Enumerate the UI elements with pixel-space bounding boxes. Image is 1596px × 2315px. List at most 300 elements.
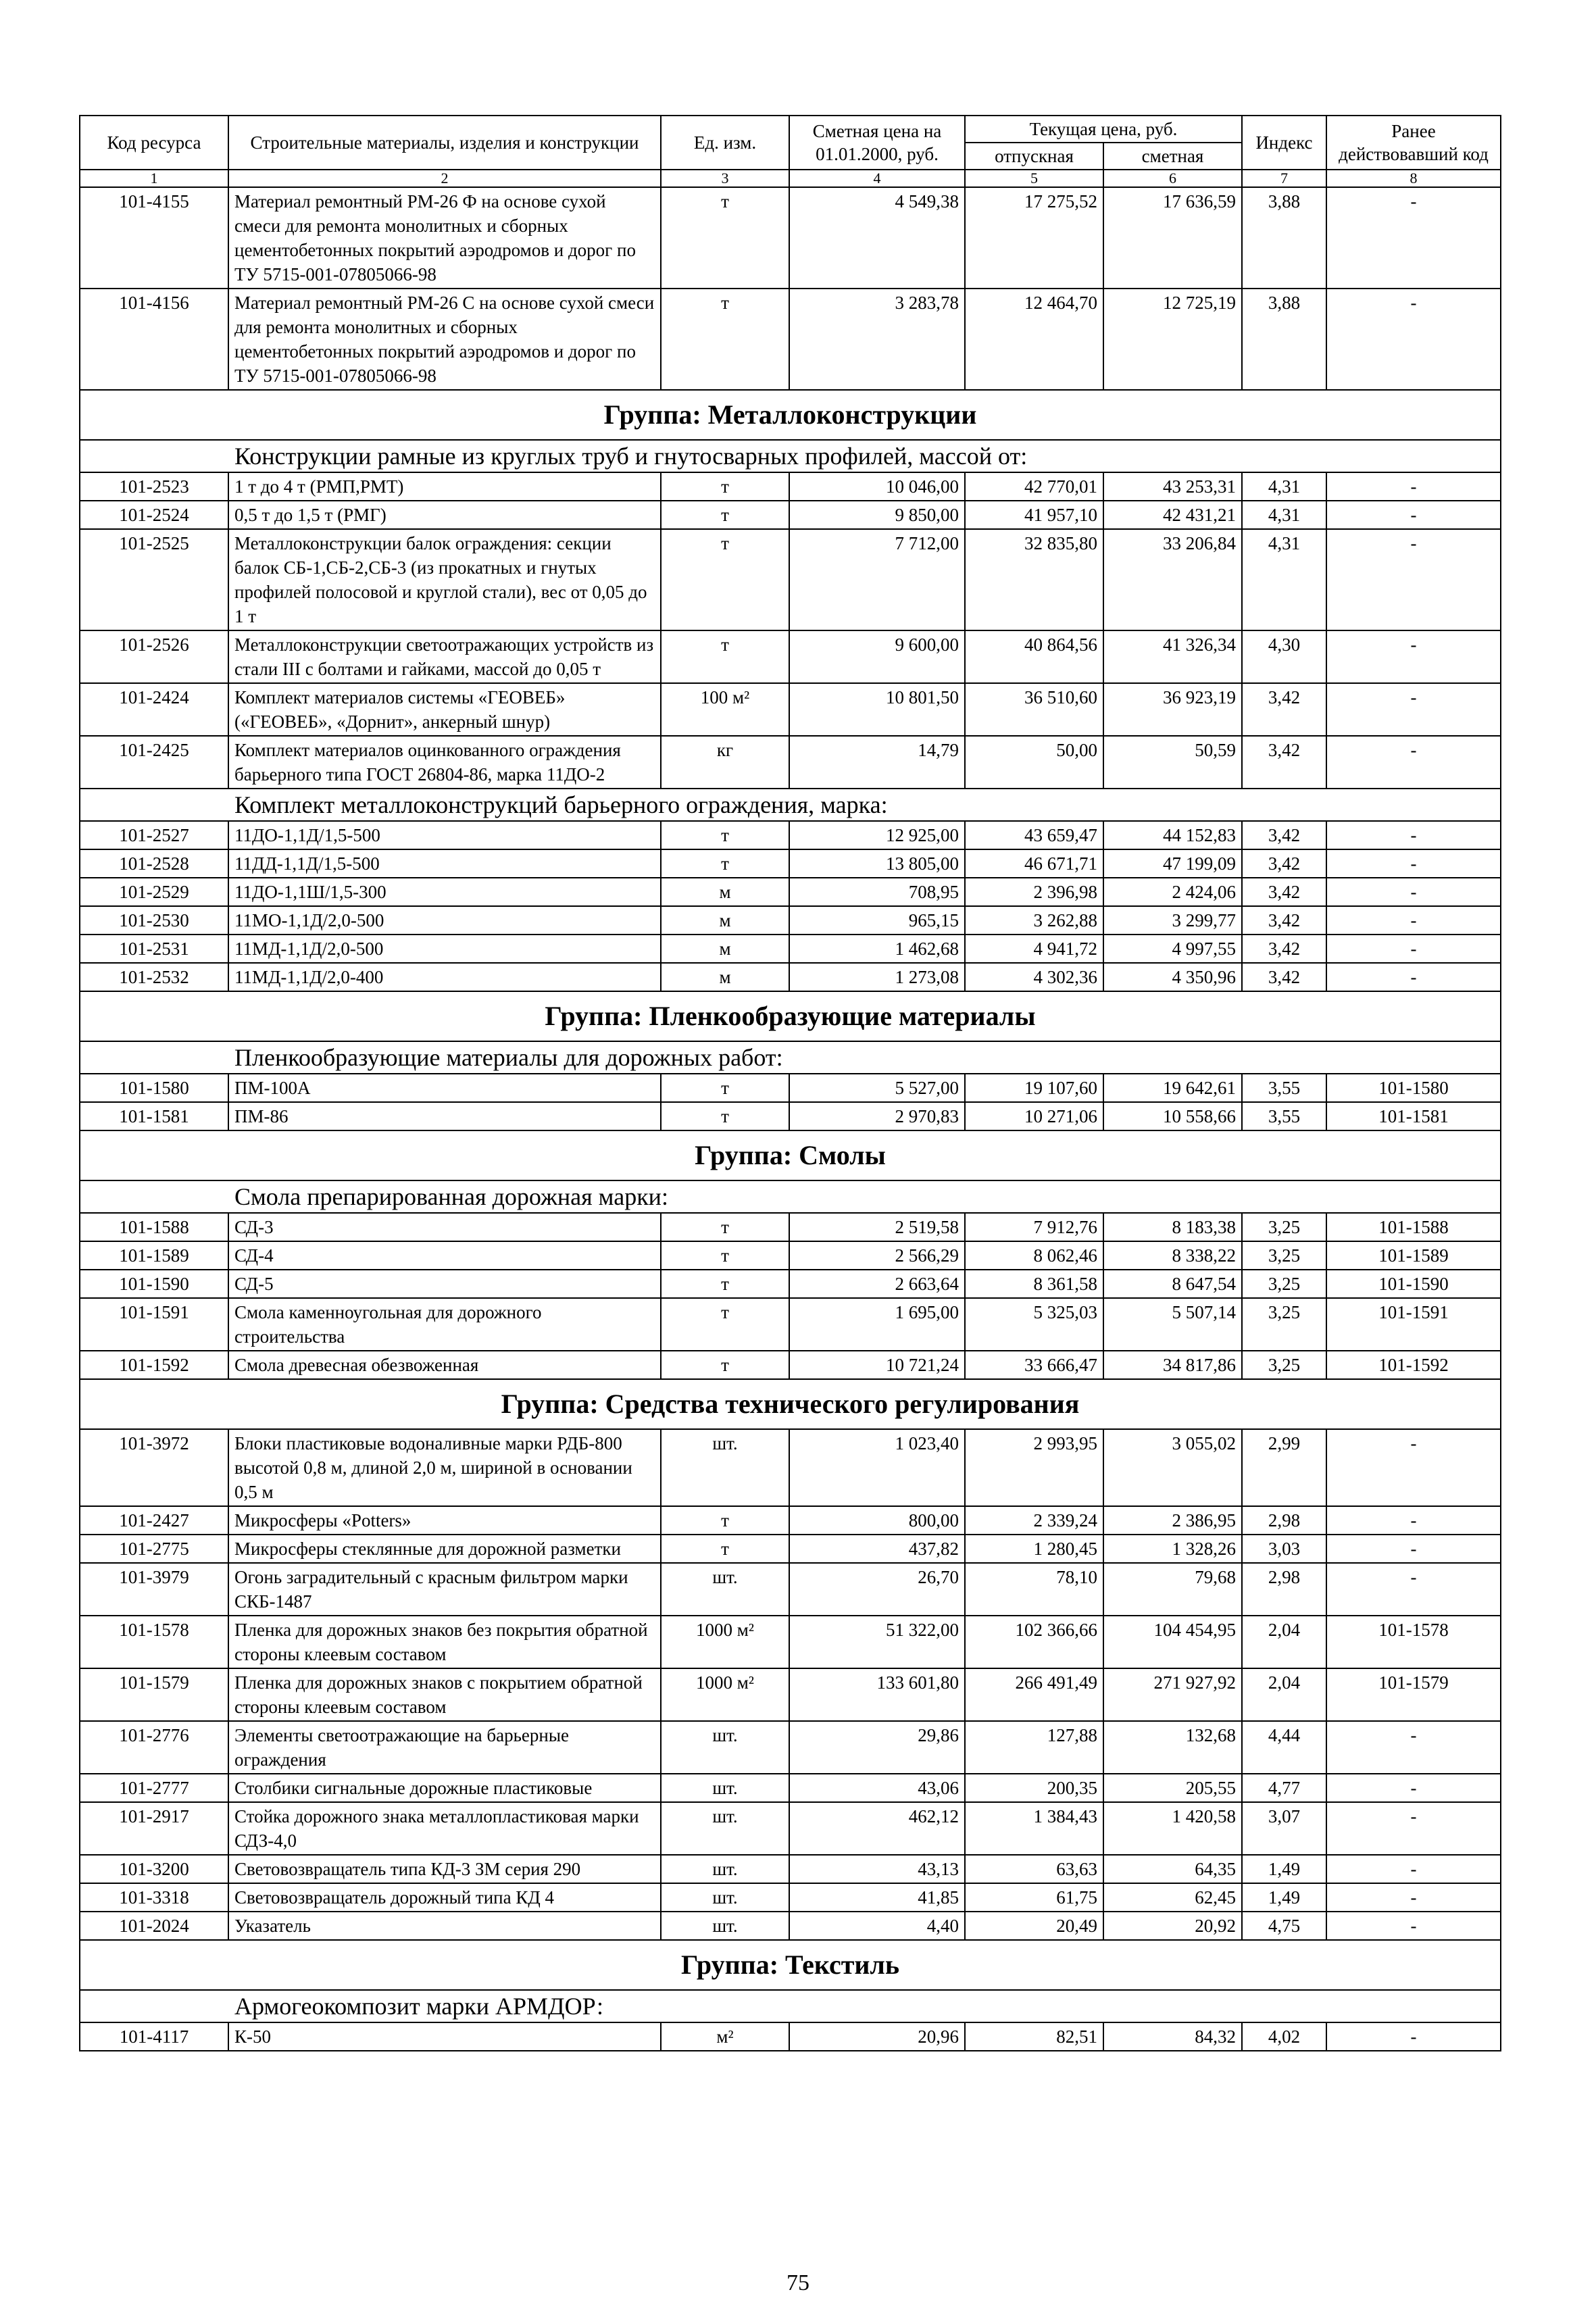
previous-code: - bbox=[1326, 683, 1501, 736]
resource-code: 101-2523 bbox=[80, 472, 228, 501]
previous-code: 101-1588 bbox=[1326, 1213, 1501, 1241]
unit: т bbox=[661, 1298, 789, 1351]
previous-code: 101-1578 bbox=[1326, 1616, 1501, 1668]
previous-code: 101-1591 bbox=[1326, 1298, 1501, 1351]
material-name: Металлоконструкции балок ограждения: секции балок СБ-1,СБ-2,СБ-3 (из прокатных и гнутых профилей полосовой и круглой стали), вес от 0,05 до 1 т bbox=[228, 529, 661, 630]
estimate-price: 1 420,58 bbox=[1103, 1802, 1242, 1855]
resource-code: 101-2777 bbox=[80, 1774, 228, 1802]
table-row bbox=[80, 187, 1501, 289]
base-price: 133 601,80 bbox=[789, 1668, 965, 1721]
resource-code: 101-1590 bbox=[80, 1270, 228, 1298]
material-name: ПМ-86 bbox=[228, 1102, 661, 1130]
resource-code: 101-2775 bbox=[80, 1535, 228, 1563]
release-price: 40 864,56 bbox=[965, 630, 1103, 683]
price-index: 4,77 bbox=[1242, 1774, 1326, 1802]
estimate-price: 10 558,66 bbox=[1103, 1102, 1242, 1130]
estimate-price: 44 152,83 bbox=[1103, 821, 1242, 849]
unit: шт. bbox=[661, 1802, 789, 1855]
resource-code: 101-2527 bbox=[80, 821, 228, 849]
table-row bbox=[80, 1298, 1501, 1351]
base-price: 1 462,68 bbox=[789, 935, 965, 963]
price-index: 3,25 bbox=[1242, 1298, 1326, 1351]
release-price: 3 262,88 bbox=[965, 906, 1103, 935]
previous-code: - bbox=[1326, 1429, 1501, 1506]
base-price: 2 663,64 bbox=[789, 1270, 965, 1298]
material-name: Материал ремонтный РМ-26 Ф на основе сухой смеси для ремонта монолитных и сборных цементобетонных покрытий аэродромов и дорог по ТУ 5715-001-07805066-98 bbox=[228, 187, 661, 289]
table-row bbox=[80, 1855, 1501, 1883]
column-number: 5 bbox=[965, 170, 1103, 187]
previous-code: - bbox=[1326, 849, 1501, 878]
estimate-price: 104 454,95 bbox=[1103, 1616, 1242, 1668]
previous-code: - bbox=[1326, 472, 1501, 501]
estimate-price: 62,45 bbox=[1103, 1883, 1242, 1912]
price-index: 3,42 bbox=[1242, 963, 1326, 991]
material-name: Материал ремонтный РМ-26 С на основе сухой смеси для ремонта монолитных и сборных цементобетонных покрытий аэродромов и дорог по ТУ 5715-001-07805066-98 bbox=[228, 289, 661, 390]
price-index: 2,04 bbox=[1242, 1668, 1326, 1721]
unit: т bbox=[661, 1351, 789, 1379]
price-index: 3,42 bbox=[1242, 906, 1326, 935]
table-row bbox=[80, 878, 1501, 906]
release-price: 63,63 bbox=[965, 1855, 1103, 1883]
unit: м bbox=[661, 963, 789, 991]
release-price: 32 835,80 bbox=[965, 529, 1103, 630]
column-number: 8 bbox=[1326, 170, 1501, 187]
resource-code: 101-1581 bbox=[80, 1102, 228, 1130]
price-index: 4,30 bbox=[1242, 630, 1326, 683]
unit: т bbox=[661, 630, 789, 683]
unit: т bbox=[661, 472, 789, 501]
release-price: 4 941,72 bbox=[965, 935, 1103, 963]
material-name: Световозвращатель дорожный типа КД 4 bbox=[228, 1883, 661, 1912]
previous-code: 101-1580 bbox=[1326, 1074, 1501, 1102]
release-price: 33 666,47 bbox=[965, 1351, 1103, 1379]
release-price: 12 464,70 bbox=[965, 289, 1103, 390]
price-index: 2,98 bbox=[1242, 1563, 1326, 1616]
subgroup-title-row bbox=[80, 1990, 1501, 2022]
base-price: 43,06 bbox=[789, 1774, 965, 1802]
price-index: 1,49 bbox=[1242, 1883, 1326, 1912]
estimate-price: 84,32 bbox=[1103, 2022, 1242, 2051]
previous-code: - bbox=[1326, 1912, 1501, 1940]
unit: т bbox=[661, 1535, 789, 1563]
table-row bbox=[80, 1883, 1501, 1912]
estimate-price: 19 642,61 bbox=[1103, 1074, 1242, 1102]
group-title: Группа: Текстиль bbox=[80, 1940, 1501, 1990]
resource-code: 101-1588 bbox=[80, 1213, 228, 1241]
estimate-price: 17 636,59 bbox=[1103, 187, 1242, 289]
estimate-price: 42 431,21 bbox=[1103, 501, 1242, 529]
material-name: 11ДО-1,1Ш/1,5-300 bbox=[228, 878, 661, 906]
group-title-row bbox=[80, 390, 1501, 440]
resource-code: 101-2531 bbox=[80, 935, 228, 963]
column-number: 6 bbox=[1103, 170, 1242, 187]
subgroup-title-row bbox=[80, 440, 1501, 472]
estimate-price: 33 206,84 bbox=[1103, 529, 1242, 630]
previous-code: - bbox=[1326, 736, 1501, 789]
price-index: 4,31 bbox=[1242, 529, 1326, 630]
previous-code: - bbox=[1326, 1506, 1501, 1535]
estimate-price: 4 350,96 bbox=[1103, 963, 1242, 991]
base-price: 51 322,00 bbox=[789, 1616, 965, 1668]
estimate-price: 79,68 bbox=[1103, 1563, 1242, 1616]
base-price: 2 566,29 bbox=[789, 1241, 965, 1270]
material-name: Световозвращатель типа КД-3 ЗМ серия 290 bbox=[228, 1855, 661, 1883]
base-price: 29,86 bbox=[789, 1721, 965, 1774]
previous-code: - bbox=[1326, 1535, 1501, 1563]
unit: т bbox=[661, 501, 789, 529]
resource-code: 101-2529 bbox=[80, 878, 228, 906]
price-index: 2,99 bbox=[1242, 1429, 1326, 1506]
resource-code: 101-3318 bbox=[80, 1883, 228, 1912]
price-index: 3,42 bbox=[1242, 683, 1326, 736]
base-price: 1 273,08 bbox=[789, 963, 965, 991]
release-price: 10 271,06 bbox=[965, 1102, 1103, 1130]
price-index: 3,42 bbox=[1242, 736, 1326, 789]
previous-code: 101-1581 bbox=[1326, 1102, 1501, 1130]
table-row bbox=[80, 1102, 1501, 1130]
release-price: 1 280,45 bbox=[965, 1535, 1103, 1563]
material-name: 11ДД-1,1Д/1,5-500 bbox=[228, 849, 661, 878]
base-price: 9 850,00 bbox=[789, 501, 965, 529]
material-name: 11МД-1,1Д/2,0-500 bbox=[228, 935, 661, 963]
subgroup-title-row bbox=[80, 1041, 1501, 1074]
group-title-row bbox=[80, 1130, 1501, 1180]
header-release-price: отпускная bbox=[965, 143, 1103, 170]
table-row bbox=[80, 1774, 1501, 1802]
unit: т bbox=[661, 1074, 789, 1102]
material-name: Комплект материалов оцинкованного ограждения барьерного типа ГОСТ 26804-86, марка 11ДО-2 bbox=[228, 736, 661, 789]
base-price: 5 527,00 bbox=[789, 1074, 965, 1102]
base-price: 9 600,00 bbox=[789, 630, 965, 683]
price-index: 3,25 bbox=[1242, 1351, 1326, 1379]
estimate-price: 3 055,02 bbox=[1103, 1429, 1242, 1506]
price-index: 1,49 bbox=[1242, 1855, 1326, 1883]
resource-code: 101-2425 bbox=[80, 736, 228, 789]
price-index: 4,02 bbox=[1242, 2022, 1326, 2051]
base-price: 4,40 bbox=[789, 1912, 965, 1940]
base-price: 26,70 bbox=[789, 1563, 965, 1616]
material-name: Огонь заградительный с красным фильтром марки СКБ-1487 bbox=[228, 1563, 661, 1616]
price-index: 3,07 bbox=[1242, 1802, 1326, 1855]
resource-code: 101-1589 bbox=[80, 1241, 228, 1270]
unit: шт. bbox=[661, 1774, 789, 1802]
column-number: 2 bbox=[228, 170, 661, 187]
release-price: 46 671,71 bbox=[965, 849, 1103, 878]
material-name: Указатель bbox=[228, 1912, 661, 1940]
unit: шт. bbox=[661, 1912, 789, 1940]
column-number-row bbox=[80, 170, 1501, 187]
table-row bbox=[80, 1563, 1501, 1616]
previous-code: - bbox=[1326, 1855, 1501, 1883]
base-price: 708,95 bbox=[789, 878, 965, 906]
resource-code: 101-4155 bbox=[80, 187, 228, 289]
unit: 1000 м² bbox=[661, 1616, 789, 1668]
unit: м bbox=[661, 935, 789, 963]
material-name: 11МД-1,1Д/2,0-400 bbox=[228, 963, 661, 991]
base-price: 12 925,00 bbox=[789, 821, 965, 849]
release-price: 36 510,60 bbox=[965, 683, 1103, 736]
base-price: 13 805,00 bbox=[789, 849, 965, 878]
release-price: 5 325,03 bbox=[965, 1298, 1103, 1351]
material-name: СД-5 bbox=[228, 1270, 661, 1298]
unit: т bbox=[661, 1102, 789, 1130]
estimate-price: 20,92 bbox=[1103, 1912, 1242, 1940]
estimate-price: 205,55 bbox=[1103, 1774, 1242, 1802]
release-price: 42 770,01 bbox=[965, 472, 1103, 501]
previous-code: - bbox=[1326, 1774, 1501, 1802]
material-name: Смола древесная обезвоженная bbox=[228, 1351, 661, 1379]
price-index: 2,98 bbox=[1242, 1506, 1326, 1535]
release-price: 127,88 bbox=[965, 1721, 1103, 1774]
resource-code: 101-2526 bbox=[80, 630, 228, 683]
base-price: 965,15 bbox=[789, 906, 965, 935]
header-unit: Ед. изм. bbox=[661, 116, 789, 170]
price-index: 3,88 bbox=[1242, 187, 1326, 289]
group-title-row bbox=[80, 1379, 1501, 1429]
base-price: 437,82 bbox=[789, 1535, 965, 1563]
header-base-price: Сметная цена на 01.01.2000, руб. bbox=[789, 116, 965, 170]
release-price: 8 361,58 bbox=[965, 1270, 1103, 1298]
material-name: Металлоконструкции светоотражающих устройств из стали III с болтами и гайками, массой до 0,05 т bbox=[228, 630, 661, 683]
previous-code: 101-1590 bbox=[1326, 1270, 1501, 1298]
estimate-price: 132,68 bbox=[1103, 1721, 1242, 1774]
unit: т bbox=[661, 821, 789, 849]
table-body bbox=[80, 187, 1501, 2051]
release-price: 7 912,76 bbox=[965, 1213, 1103, 1241]
subgroup-title-row bbox=[80, 789, 1501, 821]
previous-code: - bbox=[1326, 501, 1501, 529]
resource-code: 101-4156 bbox=[80, 289, 228, 390]
material-name: СД-3 bbox=[228, 1213, 661, 1241]
table-row bbox=[80, 736, 1501, 789]
previous-code: - bbox=[1326, 878, 1501, 906]
price-index: 4,31 bbox=[1242, 501, 1326, 529]
estimate-price: 5 507,14 bbox=[1103, 1298, 1242, 1351]
price-index: 3,55 bbox=[1242, 1102, 1326, 1130]
table-row bbox=[80, 501, 1501, 529]
table-row bbox=[80, 1506, 1501, 1535]
subgroup-title: Смола препарированная дорожная марки: bbox=[80, 1180, 1501, 1213]
header-index: Индекс bbox=[1242, 116, 1326, 170]
table-row bbox=[80, 472, 1501, 501]
previous-code: - bbox=[1326, 2022, 1501, 2051]
previous-code: - bbox=[1326, 1802, 1501, 1855]
price-index: 3,42 bbox=[1242, 821, 1326, 849]
table-row bbox=[80, 1668, 1501, 1721]
previous-code: - bbox=[1326, 529, 1501, 630]
table-row bbox=[80, 1074, 1501, 1102]
unit: кг bbox=[661, 736, 789, 789]
price-index: 3,25 bbox=[1242, 1213, 1326, 1241]
unit: шт. bbox=[661, 1721, 789, 1774]
previous-code: - bbox=[1326, 1563, 1501, 1616]
unit: м bbox=[661, 878, 789, 906]
estimate-price: 64,35 bbox=[1103, 1855, 1242, 1883]
base-price: 1 023,40 bbox=[789, 1429, 965, 1506]
previous-code: 101-1592 bbox=[1326, 1351, 1501, 1379]
previous-code: - bbox=[1326, 289, 1501, 390]
subgroup-title-row bbox=[80, 1180, 1501, 1213]
release-price: 82,51 bbox=[965, 2022, 1103, 2051]
resource-code: 101-1579 bbox=[80, 1668, 228, 1721]
price-index: 3,03 bbox=[1242, 1535, 1326, 1563]
unit: шт. bbox=[661, 1855, 789, 1883]
price-table bbox=[79, 115, 1501, 2051]
material-name: Элементы светоотражающие на барьерные ограждения bbox=[228, 1721, 661, 1774]
group-title: Группа: Средства технического регулирования bbox=[80, 1379, 1501, 1429]
resource-code: 101-3979 bbox=[80, 1563, 228, 1616]
table-row bbox=[80, 1535, 1501, 1563]
price-index: 3,42 bbox=[1242, 878, 1326, 906]
previous-code: - bbox=[1326, 963, 1501, 991]
previous-code: - bbox=[1326, 630, 1501, 683]
table-row bbox=[80, 1270, 1501, 1298]
material-name: Комплект материалов системы «ГЕОВЕБ» («ГЕОВЕБ», «Дорнит», анкерный шнур) bbox=[228, 683, 661, 736]
table-row bbox=[80, 935, 1501, 963]
material-name: Смола каменноугольная для дорожного строительства bbox=[228, 1298, 661, 1351]
release-price: 41 957,10 bbox=[965, 501, 1103, 529]
estimate-price: 2 424,06 bbox=[1103, 878, 1242, 906]
resource-code: 101-2530 bbox=[80, 906, 228, 935]
header-estimate-price: сметная bbox=[1103, 143, 1242, 170]
material-name: ПМ-100А bbox=[228, 1074, 661, 1102]
column-number: 7 bbox=[1242, 170, 1326, 187]
base-price: 2 970,83 bbox=[789, 1102, 965, 1130]
base-price: 20,96 bbox=[789, 2022, 965, 2051]
base-price: 41,85 bbox=[789, 1883, 965, 1912]
resource-code: 101-1578 bbox=[80, 1616, 228, 1668]
resource-code: 101-2424 bbox=[80, 683, 228, 736]
estimate-price: 1 328,26 bbox=[1103, 1535, 1242, 1563]
table-row bbox=[80, 1616, 1501, 1668]
release-price: 102 366,66 bbox=[965, 1616, 1103, 1668]
release-price: 78,10 bbox=[965, 1563, 1103, 1616]
material-name: Пленка для дорожных знаков с покрытием обратной стороны клеевым составом bbox=[228, 1668, 661, 1721]
release-price: 8 062,46 bbox=[965, 1241, 1103, 1270]
resource-code: 101-1592 bbox=[80, 1351, 228, 1379]
subgroup-title: Пленкообразующие материалы для дорожных работ: bbox=[80, 1041, 1501, 1074]
header-current-price: Текущая цена, руб. bbox=[965, 116, 1242, 143]
group-title: Группа: Металлоконструкции bbox=[80, 390, 1501, 440]
table-row bbox=[80, 289, 1501, 390]
estimate-price: 8 183,38 bbox=[1103, 1213, 1242, 1241]
price-index: 3,88 bbox=[1242, 289, 1326, 390]
material-name: Стойка дорожного знака металлопластиковая марки СДЗ-4,0 bbox=[228, 1802, 661, 1855]
header-name: Строительные материалы, изделия и конструкции bbox=[228, 116, 661, 170]
release-price: 4 302,36 bbox=[965, 963, 1103, 991]
estimate-price: 8 647,54 bbox=[1103, 1270, 1242, 1298]
resource-code: 101-2524 bbox=[80, 501, 228, 529]
base-price: 10 801,50 bbox=[789, 683, 965, 736]
material-name: К-50 bbox=[228, 2022, 661, 2051]
group-title: Группа: Пленкообразующие материалы bbox=[80, 991, 1501, 1041]
table-row bbox=[80, 683, 1501, 736]
table-row bbox=[80, 963, 1501, 991]
release-price: 2 339,24 bbox=[965, 1506, 1103, 1535]
release-price: 2 993,95 bbox=[965, 1429, 1103, 1506]
group-title-row bbox=[80, 1940, 1501, 1990]
table-row bbox=[80, 821, 1501, 849]
price-sheet bbox=[79, 115, 1500, 2051]
table-row bbox=[80, 1351, 1501, 1379]
unit: м² bbox=[661, 2022, 789, 2051]
table-row bbox=[80, 630, 1501, 683]
resource-code: 101-2917 bbox=[80, 1802, 228, 1855]
table-row bbox=[80, 2022, 1501, 2051]
material-name: Микросферы стеклянные для дорожной разметки bbox=[228, 1535, 661, 1563]
price-index: 3,25 bbox=[1242, 1270, 1326, 1298]
release-price: 17 275,52 bbox=[965, 187, 1103, 289]
base-price: 462,12 bbox=[789, 1802, 965, 1855]
release-price: 61,75 bbox=[965, 1883, 1103, 1912]
price-index: 3,25 bbox=[1242, 1241, 1326, 1270]
resource-code: 101-2532 bbox=[80, 963, 228, 991]
release-price: 1 384,43 bbox=[965, 1802, 1103, 1855]
table-row bbox=[80, 1912, 1501, 1940]
previous-code: - bbox=[1326, 821, 1501, 849]
estimate-price: 2 386,95 bbox=[1103, 1506, 1242, 1535]
subgroup-title: Конструкции рамные из круглых труб и гнутосварных профилей, массой от: bbox=[80, 440, 1501, 472]
estimate-price: 50,59 bbox=[1103, 736, 1242, 789]
unit: шт. bbox=[661, 1429, 789, 1506]
material-name: 0,5 т до 1,5 т (РМГ) bbox=[228, 501, 661, 529]
material-name: Микросферы «Potters» bbox=[228, 1506, 661, 1535]
estimate-price: 271 927,92 bbox=[1103, 1668, 1242, 1721]
material-name: 1 т до 4 т (РМП,РМТ) bbox=[228, 472, 661, 501]
unit: т bbox=[661, 1213, 789, 1241]
previous-code: 101-1589 bbox=[1326, 1241, 1501, 1270]
resource-code: 101-3200 bbox=[80, 1855, 228, 1883]
unit: т bbox=[661, 1506, 789, 1535]
unit: м bbox=[661, 906, 789, 935]
table-row bbox=[80, 849, 1501, 878]
estimate-price: 43 253,31 bbox=[1103, 472, 1242, 501]
base-price: 800,00 bbox=[789, 1506, 965, 1535]
estimate-price: 36 923,19 bbox=[1103, 683, 1242, 736]
estimate-price: 4 997,55 bbox=[1103, 935, 1242, 963]
group-title-row bbox=[80, 991, 1501, 1041]
material-name: Столбики сигнальные дорожные пластиковые bbox=[228, 1774, 661, 1802]
table-row bbox=[80, 906, 1501, 935]
resource-code: 101-3972 bbox=[80, 1429, 228, 1506]
column-number: 3 bbox=[661, 170, 789, 187]
release-price: 50,00 bbox=[965, 736, 1103, 789]
base-price: 3 283,78 bbox=[789, 289, 965, 390]
unit: т bbox=[661, 289, 789, 390]
base-price: 43,13 bbox=[789, 1855, 965, 1883]
header-prev-code: Ранее действовавший код bbox=[1326, 116, 1501, 170]
base-price: 10 046,00 bbox=[789, 472, 965, 501]
price-index: 3,55 bbox=[1242, 1074, 1326, 1102]
resource-code: 101-2427 bbox=[80, 1506, 228, 1535]
estimate-price: 8 338,22 bbox=[1103, 1241, 1242, 1270]
estimate-price: 41 326,34 bbox=[1103, 630, 1242, 683]
table-row bbox=[80, 1429, 1501, 1506]
estimate-price: 47 199,09 bbox=[1103, 849, 1242, 878]
previous-code: - bbox=[1326, 935, 1501, 963]
previous-code: - bbox=[1326, 1883, 1501, 1912]
release-price: 266 491,49 bbox=[965, 1668, 1103, 1721]
unit: шт. bbox=[661, 1883, 789, 1912]
price-index: 4,75 bbox=[1242, 1912, 1326, 1940]
table-row bbox=[80, 1241, 1501, 1270]
resource-code: 101-1580 bbox=[80, 1074, 228, 1102]
unit: т bbox=[661, 849, 789, 878]
estimate-price: 12 725,19 bbox=[1103, 289, 1242, 390]
release-price: 2 396,98 bbox=[965, 878, 1103, 906]
previous-code: - bbox=[1326, 1721, 1501, 1774]
base-price: 2 519,58 bbox=[789, 1213, 965, 1241]
